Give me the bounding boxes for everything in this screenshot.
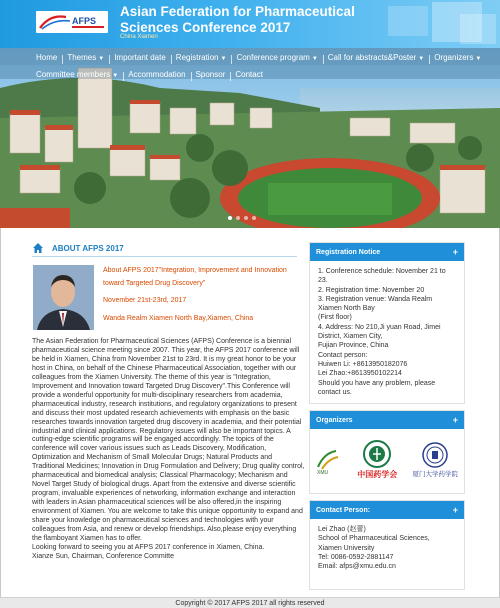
registration-content — [310, 261, 464, 403]
nav-label: Sponsor — [195, 69, 226, 79]
panel-header — [310, 243, 464, 261]
nav-item-important-date[interactable] — [109, 53, 171, 62]
nav-label: Organizers — [434, 52, 474, 62]
carousel-dot[interactable] — [252, 216, 256, 220]
copyright-text: Copyright © 2017 AFPS 2017 all rights reserved — [175, 600, 325, 607]
contact-content — [310, 519, 464, 577]
plus-icon[interactable]: + — [452, 415, 458, 425]
chevron-down-icon: ▼ — [475, 55, 482, 62]
cpa-logo-text: 中国药学会 — [357, 470, 398, 479]
reg-line: 1. Conference schedule: November 21 to 23. — [318, 268, 446, 285]
nav-label: Themes — [67, 52, 97, 62]
contact-line: Lei Zhao (赵蕾) — [318, 526, 366, 533]
carousel-dot[interactable] — [236, 216, 240, 220]
nav-label: Contact — [235, 69, 263, 79]
reg-line: Huiwen Li: +8613950182076 — [318, 360, 408, 368]
nav-item-home[interactable] — [34, 53, 62, 62]
reg-line: 3. Registration venue: Wanda Realm Xiamen North Bay — [318, 295, 433, 313]
nav-item-call-for-abstracts[interactable] — [323, 53, 429, 62]
organizer-logos — [310, 429, 464, 480]
about-lead — [103, 265, 303, 330]
svg-text:AFPS: AFPS — [72, 16, 97, 26]
contact-line: Tel: 0086-0592-2881147 — [318, 553, 394, 561]
about-paragraph: The Asian Federation for Pharmaceutical Sciences (AFPS) Conference is a biennial pharmaceutical science meeting since 2007. This year, the AFPS 2017 conference will be held in Xiamen, China from November 21st to 23rd. It is my great honor to be your host in China, on behalf of the Chinese Pharmaceutical Association, together with our colleagues from the Xiamen University. The theme of this year is "Integration, Improvement and Innovation toward Targeted Drug Discovery".This Conference will provide a wonderful opportunity for multi-disciplinary researchers from academia, pharmaceutical industry, research institutions, and regulatory organizations to present and discuss their most updated research achievements with emphasis on the basic researches towards innovation targeted drug discovery in academia, and their potential industrial and clinical applications. Regulatory issues will also be important topics. A cutting-edge scientific programs will be engaged accordingly. The topics of the conference will cover various issues such as Leads Discovery, Modification, Optimization and Mechanism of Small Molecular Drugs; Natural Products and Traditional Medicines; Innovation in Drug Formulation and Delivery; Drug quality control, pharmaceutical and biomedical analysis; Classical Pharmacology; Mechanism and Novel Target Study of biological drugs. Apart from the extensive and diverse scientific program, invaluable experiences of networking, information exchange and interaction with leaders in Asian pharmaceutical sciences will be also offered,in the inspiring environment of Xiamen. You are welcome to take this unique opportunity to expand and share your knowledge on pharmaceutical sciences and technologies with your colleagues from Asia, and renew or develop friendships. Also,please enjoy everything the flamboyant Xiamen has to offer. — [32, 338, 305, 542]
nav-label: Call for abstracts&Poster — [327, 52, 417, 62]
nav-label: Conference program — [236, 52, 310, 62]
cpa-emblem-icon — [362, 439, 392, 469]
reg-line: (First floor) — [318, 314, 352, 322]
nav-item-conference-program[interactable] — [231, 53, 322, 62]
organizers-panel — [309, 410, 465, 494]
nav-item-organizers[interactable] — [429, 53, 486, 62]
chevron-down-icon: ▼ — [311, 55, 318, 62]
reg-line: Contact person: — [318, 351, 368, 359]
reg-line: 2. Registration time: November 20 — [318, 286, 425, 294]
reg-line: 4. Address: No 210,Ji yuan Road, Jimei District, Xiamen City, — [318, 323, 441, 341]
panel-header — [310, 411, 464, 429]
main-nav — [34, 50, 482, 84]
site-subtitle: China Xiamen — [120, 34, 158, 40]
nav-label: Home — [36, 52, 58, 62]
nav-item-themes[interactable] — [62, 53, 109, 62]
nav-item-contact[interactable] — [230, 70, 268, 79]
site-header — [0, 0, 500, 48]
lead-date: November 21st-23rd, 2017 — [103, 297, 187, 304]
xmu-seal-icon — [421, 441, 449, 469]
carousel-dot[interactable] — [228, 216, 232, 220]
chevron-down-icon: ▼ — [112, 72, 119, 79]
carousel-indicators — [228, 216, 256, 220]
panel-header — [310, 501, 464, 519]
xmu-pharmacy-logo[interactable] — [316, 445, 342, 475]
panel-title: Organizers — [316, 416, 353, 424]
lead-venue: Wanda Realm Xiamen North Bay,Xiamen, China — [103, 314, 254, 322]
afps-logo[interactable] — [36, 11, 108, 33]
xmu-school-logo-text: 厦门大学药学院 — [412, 470, 458, 478]
nav-item-accommodation[interactable] — [123, 70, 190, 79]
registration-notice-panel — [309, 242, 465, 404]
nav-label: Important date — [114, 52, 166, 62]
panel-title: Registration Notice — [316, 248, 381, 256]
nav-label: Accommodation — [128, 69, 186, 79]
about-heading — [32, 242, 124, 254]
about-closing: Looking forward to seeing you at AFPS 2017 conference in Xiamen, China. — [32, 543, 265, 551]
about-body — [32, 338, 306, 562]
nav-item-committee-members[interactable] — [34, 70, 123, 79]
lead-title: About AFPS 2017"Integration, Improvement and Innovation toward Targeted Drug Discovery" — [103, 267, 287, 287]
nav-item-sponsor[interactable] — [191, 70, 231, 79]
about-signature: Xianze Sun, Chairman, Conference Committe — [32, 552, 175, 560]
contact-panel — [309, 500, 465, 590]
header-decoration — [370, 0, 500, 48]
plus-icon[interactable]: + — [452, 247, 458, 257]
nav-label: Registration — [175, 52, 219, 62]
chairman-portrait — [33, 265, 94, 330]
cpa-logo[interactable] — [357, 439, 397, 480]
about-divider — [32, 256, 297, 257]
nav-item-registration[interactable] — [171, 53, 232, 62]
reg-line: Fujian Province, China — [318, 342, 389, 350]
chevron-down-icon: ▼ — [220, 55, 227, 62]
nav-row-2 — [34, 67, 474, 81]
reg-line: Should you have any problem, please contact us. — [318, 379, 436, 396]
about-title: ABOUT AFPS 2017 — [52, 243, 124, 253]
nav-row-1 — [34, 50, 482, 64]
site-footer — [0, 597, 500, 608]
reg-line: Lei Zhao:+8613950102214 — [318, 370, 402, 378]
contact-email[interactable]: Email: afps@xmu.edu.cn — [318, 563, 396, 571]
chevron-down-icon: ▼ — [98, 55, 105, 62]
contact-line: Xiamen University — [318, 544, 375, 552]
contact-line: School of Pharmaceutical Sciences, — [318, 535, 430, 543]
xmu-school-logo[interactable] — [413, 441, 459, 478]
svg-text:XMU: XMU — [317, 469, 329, 475]
nav-label: Committee members — [36, 69, 111, 79]
site-title: Asian Federation for Pharmaceutical Sciences Conference 2017 — [120, 4, 355, 35]
home-icon — [32, 242, 44, 254]
carousel-dot[interactable] — [244, 216, 248, 220]
plus-icon[interactable]: + — [452, 505, 458, 515]
panel-title: Contact Person: — [316, 506, 371, 514]
chevron-down-icon: ▼ — [418, 55, 425, 62]
